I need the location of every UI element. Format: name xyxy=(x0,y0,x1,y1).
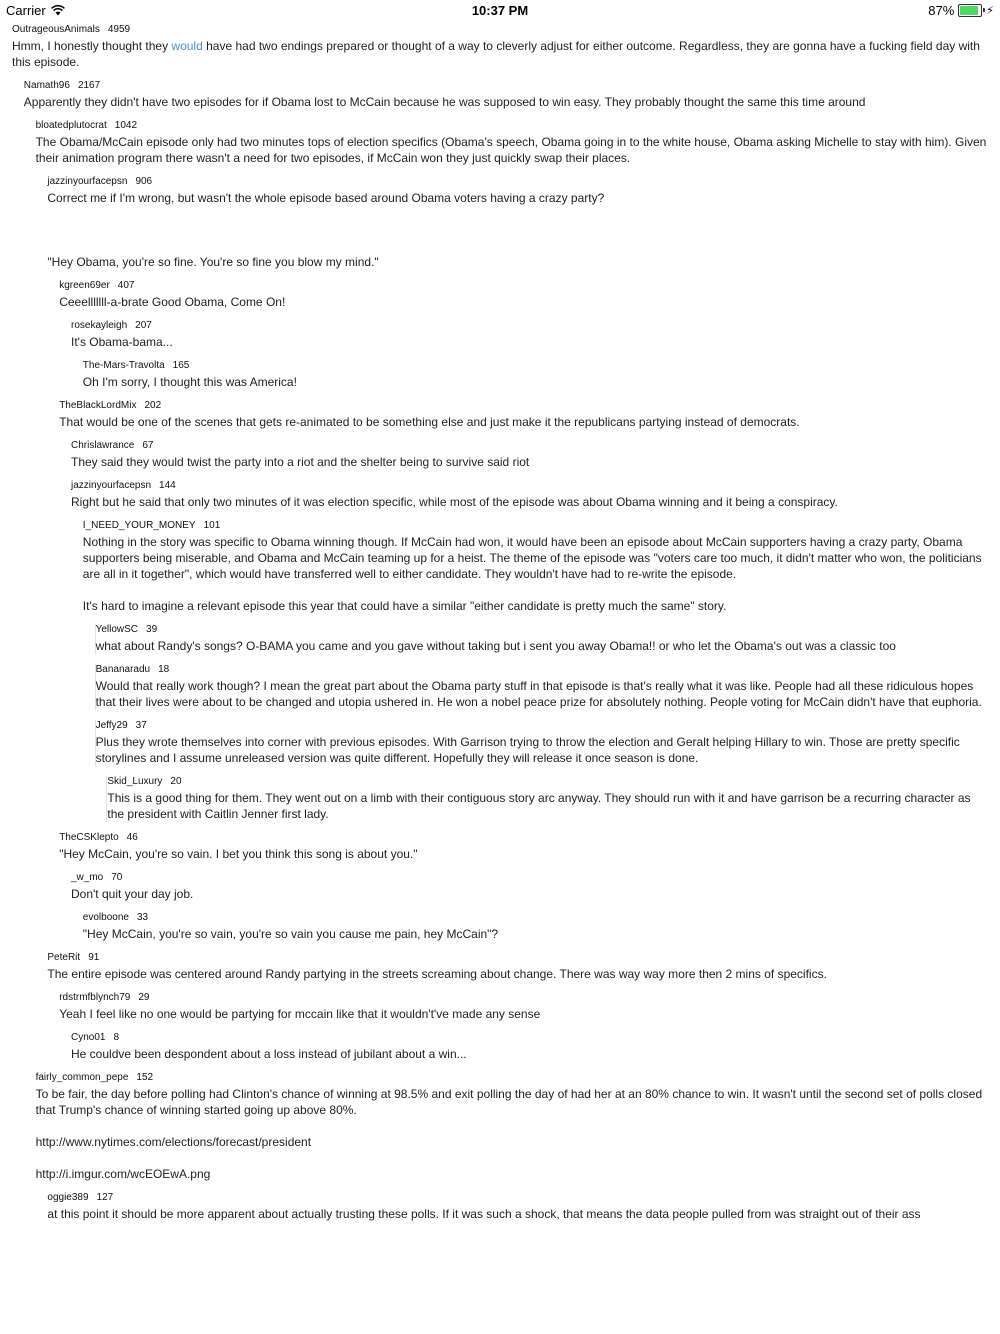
comment-meta xyxy=(59,400,990,412)
comment-score: 91 xyxy=(88,952,100,963)
comment-paragraph: He couldve been despondent about a loss instead of jubilant about a win... xyxy=(71,1047,467,1061)
comment[interactable] xyxy=(95,664,1000,710)
comment-author[interactable]: fairly_common_pepe xyxy=(35,1072,129,1083)
comment-score: 1042 xyxy=(114,120,138,131)
comment-paragraph: Correct me if I'm wrong, but wasn't the whole episode based around Obama voters having a crazy party? xyxy=(47,191,605,205)
comment-score: 101 xyxy=(203,520,221,531)
comment-body xyxy=(83,374,990,390)
comment-body xyxy=(47,966,990,982)
comment-score: 18 xyxy=(158,664,170,675)
comment-paragraph: To be fair, the day before polling had Clinton's chance of winning at 98.5% and exit polling the day of had her at an 80% chance to win. It wasn't until the second set of polls closed that Trump's chance of winning started going up above 80%. xyxy=(35,1087,983,1117)
comment-body xyxy=(96,638,990,654)
comment-paragraph: It's hard to imagine a relevant episode this year that could have a similar "either candidate is pretty much the same" story. xyxy=(82,599,727,613)
comment-paragraph: "Hey Obama, you're so fine. You're so fine you blow my mind." xyxy=(47,255,379,269)
comment-meta xyxy=(59,832,990,844)
comment-body xyxy=(96,678,990,710)
charging-bolt-icon: ⚡ xyxy=(986,5,994,17)
comment-paragraph: Apparently they didn't have two episodes for if Obama lost to McCain because he was supposed to win easy. They probably thought the same this time around xyxy=(23,95,866,109)
comment-meta xyxy=(96,624,990,636)
comment-score: 127 xyxy=(96,1192,114,1203)
comment-paragraph: Don't quit your day job. xyxy=(71,887,194,901)
comment-author[interactable]: rosekayleigh xyxy=(71,320,128,331)
comment-author[interactable]: YellowSC xyxy=(95,624,139,635)
comment-meta xyxy=(107,776,990,788)
comment[interactable] xyxy=(71,480,1000,510)
comment-paragraph: It's Obama-bama... xyxy=(71,335,173,349)
comment[interactable] xyxy=(36,120,1000,166)
comment-body xyxy=(47,190,990,270)
comment-body xyxy=(59,846,990,862)
comment-body xyxy=(47,1206,990,1222)
battery-level xyxy=(960,6,977,15)
comment-paragraph: Ceeelllllll-a-brate Good Obama, Come On! xyxy=(59,295,286,309)
battery-percent: 87% xyxy=(928,3,955,18)
comment-score: 2167 xyxy=(77,80,101,91)
comment-text: Hmm, I honestly thought they xyxy=(12,39,172,53)
comment-meta xyxy=(96,664,990,676)
comment-body xyxy=(59,414,990,430)
comment[interactable] xyxy=(36,1072,1000,1182)
comment-score: 906 xyxy=(135,176,153,187)
comment-body xyxy=(83,534,990,614)
comment-meta xyxy=(36,120,990,132)
comment-author[interactable]: The-Mars-Travolta xyxy=(82,360,165,371)
comment-score: 20 xyxy=(170,776,182,787)
comment-meta xyxy=(59,992,990,1004)
comment-paragraph xyxy=(47,222,990,238)
comment-author[interactable]: Chrislawrance xyxy=(71,440,135,451)
comment-author[interactable]: bloatedplutocrat xyxy=(35,120,107,131)
comment-author[interactable]: rdstrmfblynch79 xyxy=(59,992,131,1003)
comment-author[interactable]: PeteRit xyxy=(47,952,81,963)
comment[interactable] xyxy=(83,360,1000,390)
comment-paragraph: Oh I'm sorry, I thought this was America! xyxy=(82,375,297,389)
comment-author[interactable]: jazzinyourfacepsn xyxy=(71,480,152,491)
comment-score: 152 xyxy=(136,1072,154,1083)
comment-paragraph: The Obama/McCain episode only had two minutes tops of election specifics (Obama's speech, Obama going in to the white house, Obama asking Michelle to stay with him). Given their animation program there wasn't a need for two episodes, if McCain won they just quickly swap their places. xyxy=(35,135,987,165)
comment[interactable] xyxy=(71,440,1000,470)
comment-body xyxy=(71,886,990,902)
comment-author[interactable]: TheBlackLordMix xyxy=(59,400,137,411)
comment-body xyxy=(71,334,990,350)
comment-thread[interactable] xyxy=(0,24,1000,1222)
status-bar xyxy=(0,0,1000,20)
comment-author[interactable]: Jeffy29 xyxy=(95,720,128,731)
comment-paragraph: Plus they wrote themselves into corner with previous episodes. With Garrison trying to throw the election and Geralt helping Hillary to win. Those are pretty specific storylines and I assume unreleased version was quite different. Hopefully they will release it once season is done. xyxy=(95,735,960,765)
comment-score: 33 xyxy=(136,912,149,923)
comment-author[interactable]: Skid_Luxury xyxy=(107,776,163,787)
battery-icon xyxy=(958,4,982,17)
comment-author[interactable]: Bananaradu xyxy=(95,664,151,675)
comment-score: 4959 xyxy=(107,24,131,35)
comment-paragraph: at this point it should be more apparent about actually trusting these polls. If it was such a shock, that means the data people pulled from was straight out of their ass xyxy=(47,1207,921,1221)
comment-paragraph: This is a good thing for them. They went out on a limb with their contiguous story arc anyway. They should run with it and have garrison be a recurring character as the president with Caitlin Jenner first lady. xyxy=(107,791,971,821)
comment-paragraph: Nothing in the story was specific to Obama winning though. If McCain had won, it would have been an episode about McCain supporters having a crazy party, Obama supporters being miserable, and Obama and McCain teaming up for a heist. The theme of the episode was "voters care too much, it didn't matter who won, the politicians are all in it together", which would have transferred well to either candidate. They wouldn't have had to re-write the episode. xyxy=(82,535,982,581)
comment-paragraph: They said they would twist the party into a riot and the shelter being to survive said riot xyxy=(71,455,530,469)
comment-meta xyxy=(71,440,990,452)
comment-meta xyxy=(96,720,990,732)
comment-author[interactable]: kgreen69er xyxy=(59,280,110,291)
comment-author[interactable]: I_NEED_YOUR_MONEY xyxy=(82,520,196,531)
comment-meta xyxy=(71,1032,990,1044)
comment[interactable] xyxy=(71,1032,1000,1062)
comment[interactable] xyxy=(95,624,1000,654)
battery-status xyxy=(928,3,994,18)
comment-author[interactable]: OutrageousAnimals xyxy=(12,24,100,35)
comment-body xyxy=(59,1006,990,1022)
comment-author[interactable]: Cyno01 xyxy=(71,1032,106,1043)
comment[interactable] xyxy=(106,776,1000,822)
comment[interactable] xyxy=(24,80,1000,110)
comment-score: 165 xyxy=(172,360,190,371)
comment-paragraph: "Hey McCain, you're so vain, you're so vain you cause me pain, hey McCain"? xyxy=(82,927,499,941)
comment-score: 207 xyxy=(135,320,152,331)
comment-paragraph: That would be one of the scenes that gets re-animated to be something else and just make it the republicans partying instead of democrats. xyxy=(59,415,800,429)
comment-body xyxy=(24,94,990,110)
comment-paragraph: Yeah I feel like no one would be partying for mccain like that it wouldn't've made any sense xyxy=(59,1007,541,1021)
comment-body xyxy=(12,38,990,70)
comment[interactable] xyxy=(47,952,1000,982)
comment[interactable] xyxy=(59,992,1000,1022)
comment[interactable] xyxy=(12,24,1000,70)
comment-meta xyxy=(24,80,990,92)
comment-author[interactable]: TheCSKlepto xyxy=(59,832,119,843)
comment-body xyxy=(96,734,990,766)
comment-meta xyxy=(83,912,990,924)
comment-paragraph: what about Randy's songs? O-BAMA you came and you gave without taking but i sent you away Obama!! or who let the Obama's out was a classic too xyxy=(95,639,896,653)
comment-meta xyxy=(47,1192,990,1204)
comment-body xyxy=(36,1086,990,1182)
comment-meta xyxy=(83,360,990,372)
comment[interactable] xyxy=(59,832,1000,862)
comment-score: 67 xyxy=(142,440,154,451)
comment[interactable] xyxy=(59,400,1000,430)
comment-meta xyxy=(59,280,990,292)
comment-meta xyxy=(83,520,990,532)
comment-meta xyxy=(47,952,990,964)
carrier-label: Carrier xyxy=(6,3,46,18)
comment[interactable] xyxy=(95,720,1000,766)
comment-author[interactable]: oggie389 xyxy=(47,1192,89,1203)
comment-score: 202 xyxy=(144,400,162,411)
comment-body xyxy=(71,454,990,470)
comment-author[interactable]: jazzinyourfacepsn xyxy=(47,176,128,187)
comment-paragraph: http://i.imgur.com/wcEOEwA.png xyxy=(35,1167,211,1181)
comment-score: 46 xyxy=(126,832,138,843)
comment-meta xyxy=(47,176,990,188)
comment-score: 29 xyxy=(138,992,150,1003)
comment[interactable] xyxy=(47,176,1000,270)
comment-score: 70 xyxy=(111,872,123,883)
comment-score: 8 xyxy=(113,1032,120,1043)
comment-paragraph: Right but he said that only two minutes of it was election specific, while most of the episode was about Obama winning and it being a conspiracy. xyxy=(71,495,838,509)
comment-author[interactable]: evolboone xyxy=(82,912,129,923)
comment-score: 407 xyxy=(117,280,135,291)
comment-text: have had two endings prepared or thought of a way to cleverly adjust for either outcome. Regardless, they are gonna have a fucking field day with this episode. xyxy=(12,39,980,69)
comment-body xyxy=(83,926,990,942)
comment-meta xyxy=(71,320,990,332)
comment-paragraph: Would that really work though? I mean the great part about the Obama party stuff in that episode is that's really what it was like. People had all these ridiculous hopes that their lives were about to be changed and utopia ushered in. He won a nobel peace prize for absolutely nothing. People voting for McCain didn't have that euphoria. xyxy=(95,679,982,709)
comment-score: 37 xyxy=(135,720,147,731)
comment[interactable] xyxy=(71,872,1000,902)
comment-paragraph: http://www.nytimes.com/elections/forecast/president xyxy=(35,1135,312,1149)
clock: 10:37 PM xyxy=(471,3,529,18)
comment-emphasis-link[interactable]: would xyxy=(171,39,203,53)
comment-meta xyxy=(71,872,990,884)
comment[interactable] xyxy=(71,320,1000,350)
comment[interactable] xyxy=(47,1192,1000,1222)
comment-meta xyxy=(71,480,990,492)
comment-meta xyxy=(36,1072,990,1084)
comment[interactable] xyxy=(83,912,1000,942)
comment-meta xyxy=(12,24,990,36)
comment-score: 144 xyxy=(159,480,176,491)
comment-body xyxy=(36,134,990,166)
comment-body xyxy=(107,790,990,822)
comment-score: 39 xyxy=(146,624,158,635)
comment[interactable] xyxy=(83,520,1000,614)
comment[interactable] xyxy=(59,280,1000,310)
comment-body xyxy=(59,294,990,310)
comment-paragraph: "Hey McCain, you're so vain. I bet you think this song is about you." xyxy=(59,847,418,861)
comment-author[interactable]: Namath96 xyxy=(23,80,70,91)
comment-author[interactable]: _w_mo xyxy=(71,872,104,883)
comment-paragraph: The entire episode was centered around Randy partying in the streets screaming about change. There was way way more then 2 mins of specifics. xyxy=(47,967,827,981)
comment-body xyxy=(71,494,990,510)
comment-body xyxy=(71,1046,990,1062)
